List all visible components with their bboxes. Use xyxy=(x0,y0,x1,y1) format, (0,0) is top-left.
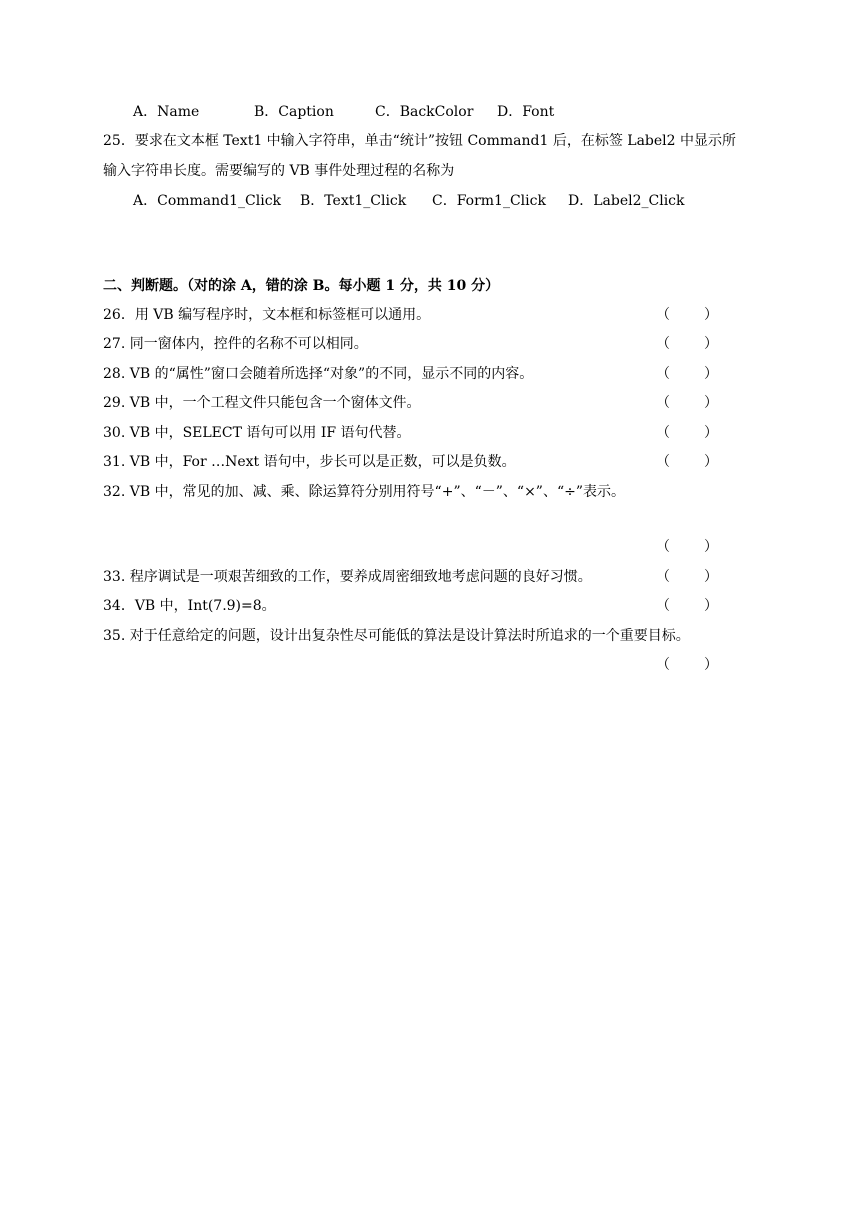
paren-open: （ xyxy=(656,336,670,352)
paren-open: （ xyxy=(656,657,670,673)
paren-close: ） xyxy=(704,395,718,411)
q24-option-a: A．Name xyxy=(133,104,200,120)
paren-open: （ xyxy=(656,454,670,470)
q25-option-d: D．Label2_Click xyxy=(568,193,685,209)
q25-option-b: B．Text1_Click xyxy=(300,193,407,209)
paren-close: ） xyxy=(704,425,718,441)
question-29: 29. VB 中，一个工程文件只能包含一个窗体文件。 xyxy=(103,395,421,411)
paren-open: （ xyxy=(656,598,670,614)
q25-option-c: C．Form1_Click xyxy=(432,193,546,209)
paren-open: （ xyxy=(656,307,670,323)
q25-text-line1: 25．要求在文本框 Text1 中输入字符串，单击“统计”按钮 Command1 后，在标签 Label2 中显示所 xyxy=(103,133,736,149)
question-32: 32. VB 中，常见的加、减、乘、除运算符分别用符号“+”、“－”、“×”、“÷”表示。 xyxy=(103,484,626,500)
question-35: 35. 对于任意给定的问题，设计出复杂性尽可能低的算法是设计算法时所追求的一个重要目标。 xyxy=(103,628,690,644)
question-27: 27. 同一窗体内，控件的名称不可以相同。 xyxy=(103,336,368,352)
question-34: 34．VB 中，Int(7.9)=8。 xyxy=(103,598,276,614)
paren-open: （ xyxy=(656,366,670,382)
question-26: 26．用 VB 编写程序时，文本框和标签框可以通用。 xyxy=(103,307,431,323)
question-33: 33. 程序调试是一项艰苦细致的工作，要养成周密细致地考虑问题的良好习惯。 xyxy=(103,569,592,585)
q24-option-c: C．BackColor xyxy=(375,104,474,120)
paren-close: ） xyxy=(704,539,718,555)
paren-close: ） xyxy=(704,366,718,382)
paren-open: （ xyxy=(656,569,670,585)
q24-option-b: B．Caption xyxy=(254,104,334,120)
paren-open: （ xyxy=(656,395,670,411)
q25-text-line2: 输入字符串长度。需要编写的 VB 事件处理过程的名称为 xyxy=(103,163,455,179)
paren-close: ） xyxy=(704,336,718,352)
q24-option-d: D．Font xyxy=(497,104,555,120)
paren-close: ） xyxy=(704,454,718,470)
question-30: 30. VB 中，SELECT 语句可以用 IF 语句代替。 xyxy=(103,425,411,441)
section-heading: 二、判断题。（对的涂 A，错的涂 B。每小题 1 分，共 10 分） xyxy=(103,278,500,294)
paren-close: ） xyxy=(704,307,718,323)
question-31: 31. VB 中，For …Next 语句中，步长可以是正数，可以是负数。 xyxy=(103,454,516,470)
paren-close: ） xyxy=(704,598,718,614)
paren-open: （ xyxy=(656,425,670,441)
q25-option-a: A．Command1_Click xyxy=(133,193,282,209)
paren-close: ） xyxy=(704,657,718,673)
paren-open: （ xyxy=(656,539,670,555)
paren-close: ） xyxy=(704,569,718,585)
question-28: 28. VB 的“属性”窗口会随着所选择“对象”的不同，显示不同的内容。 xyxy=(103,366,534,382)
